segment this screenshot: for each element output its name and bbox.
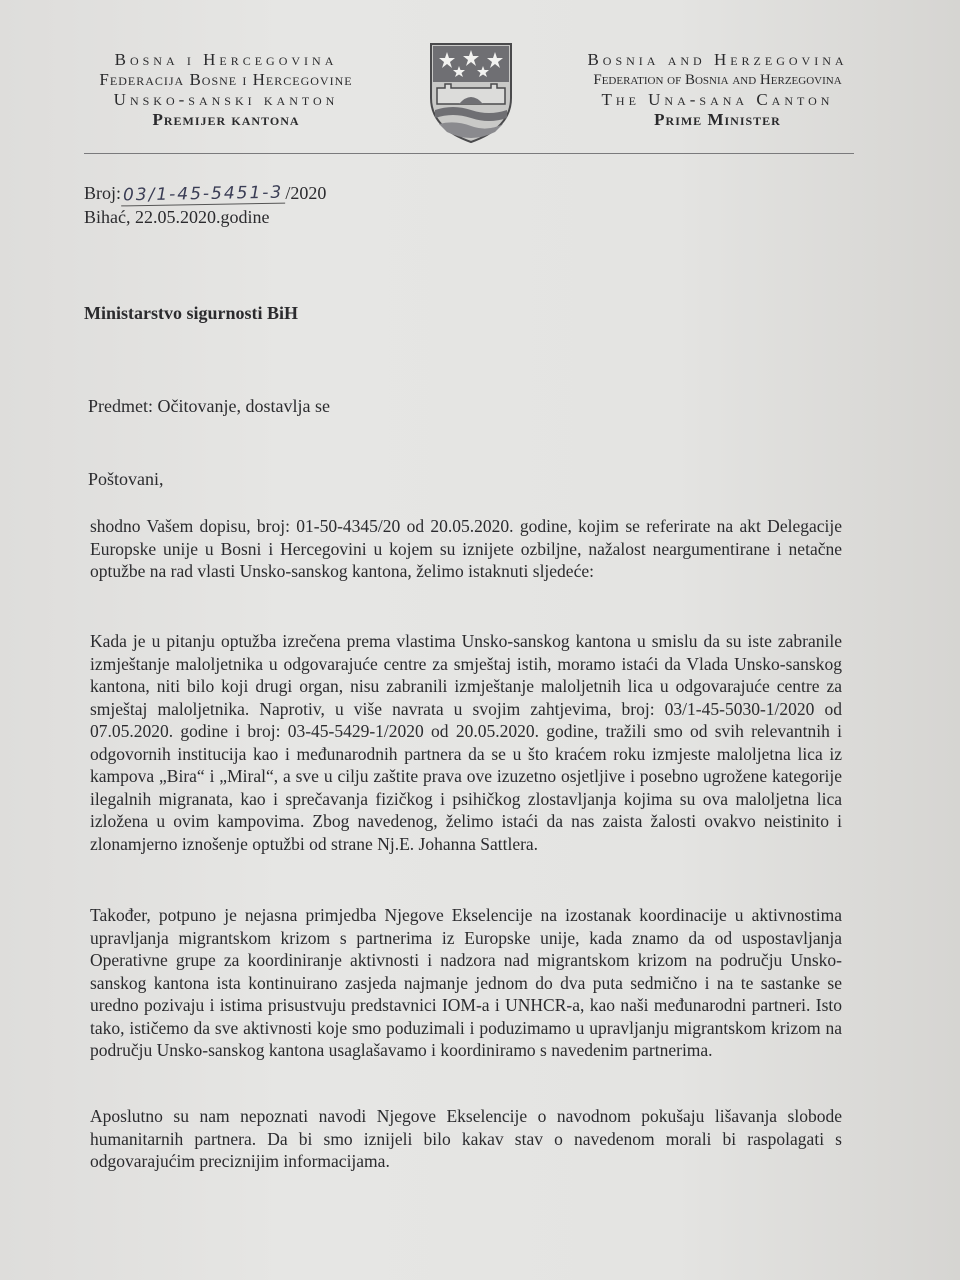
paragraph-text: Također, potpuno je nejasna primjedba Njegove Ekselencije na izostanak koordinacije u aktivnostima upravljanja migrantskom krizom s partnerima iz Europske unije, kada znamo da od uspostavljanja Operativne grupe za koordiniranje aktivnosti i nadzora nad migrantskom krizom na području Unsko-sanskog kantona ista kontinuirano zasjeda najmanje jednom do dva puta sedmično i na te sastanke se uredno pozivaju i istima prisustvuju predstavnici IOM-a i UNHCR-a, kao naši međunarodni partneri. Isto tako, ističemo da sve aktivnosti koje smo poduzimali i poduzimamo u upravljanju migrantskom krizom na području Unsko-sanskog kantona usaglašavamo i koordiniramo s navedenim partnerima.: [90, 905, 842, 1060]
body-paragraph: [90, 1105, 842, 1173]
header-right-line1: Bosnia and Herzegovina: [587, 50, 848, 69]
header-left-line1: Bosna i Hercegovina: [114, 50, 338, 69]
header-right-line2: Federation of Bosnia and Herzegovina: [593, 72, 842, 88]
header-right-line3: The Una-sana Canton: [601, 90, 834, 109]
body-paragraph: [90, 630, 842, 855]
subject-line: Predmet: Očitovanje, dostavlja se: [88, 396, 330, 416]
header-right-title: Prime Minister: [654, 110, 781, 129]
recipient: Ministarstvo sigurnosti BiH: [84, 303, 299, 323]
header-left-title: Premijer kantona: [152, 110, 300, 129]
paragraph-text: Kada je u pitanju optužba izrečena prema vlastima Unsko-sanskog kantona u smislu da su iste zabranile izmještanje maloljetnika u odgovarajuće centre za smještaj istih, moramo istaći da Vlada Unsko-sanskog kantona, niti bilo koji drugi organ, nisu zabranili izmještanje maloljetnih lica u odgovarajuće centre za smještaj maloljetnika. Naprotiv, u više navrata u svojim zahtjevima, broj: 03/1-45-5030-1/2020 od 07.05.2020. godine i broj: 03-45-5429-1/2020 od 20.05.2020. godine, tražili smo od svih relevantnih i odgovornih institucija kao i međunarodnih partnera da se u što kraćem roku izmjeste maloljetna lica iz kampova „Bira“ i „Miral“, a sve u cilju zaštite prava ove izuzetno osjetljive i posebno ugrožene kategorije ilegalnih migranata, kao i sprečavanja fizičkog i psihičkog zlostavljanja kojima su ova maloljetna lica izložena u ovim kampovima. Zbog navedenog, želimo istaći da nas zaista žalosti ovakvo neistinito i zlonamjerno iznošenje optužbi od strane Nj.E. Johanna Sattlera.: [90, 631, 842, 854]
header-divider: [84, 153, 854, 154]
salutation: Poštovani,: [88, 469, 164, 489]
body-paragraph: [90, 515, 842, 583]
date-place: Bihać, 22.05.2020.godine: [84, 207, 270, 227]
reference-handwritten-number: 03/1-45-5451-3: [121, 183, 286, 207]
reference-number: [84, 183, 326, 205]
header-right-english: [575, 50, 860, 130]
canton-coat-of-arms-icon: [425, 40, 517, 146]
reference-label: Broj:: [84, 183, 122, 203]
header-left-line2: Federacija Bosne i Hercegovine: [99, 70, 353, 89]
paragraph-text: Aposlutno su nam nepoznati navodi Njegove Ekselencije o navodnom pokušaju lišavanja slobode humanitarnih partnera. Da bi smo iznijeli bilo kakav stav o navedenom morali bi raspolagati s odgovarajućim preciznijim informacijama.: [90, 1106, 842, 1171]
header-left-bosnian: [80, 50, 372, 130]
header-left-line3: Unsko-sanski kanton: [113, 90, 339, 109]
body-paragraph: [90, 904, 842, 1062]
paragraph-text: shodno Vašem dopisu, broj: 01-50-4345/20 od 20.05.2020. godine, kojim se referirate na akt Delegacije Europske unije u Bosni i Hercegovini u kojem su iznijete ozbiljne, nažalost neargumentirane i netačne optužbe na rad vlasti Unsko-sanskog kantona, želimo istaknuti sljedeće:: [90, 516, 842, 581]
reference-year: /2020: [285, 183, 327, 203]
